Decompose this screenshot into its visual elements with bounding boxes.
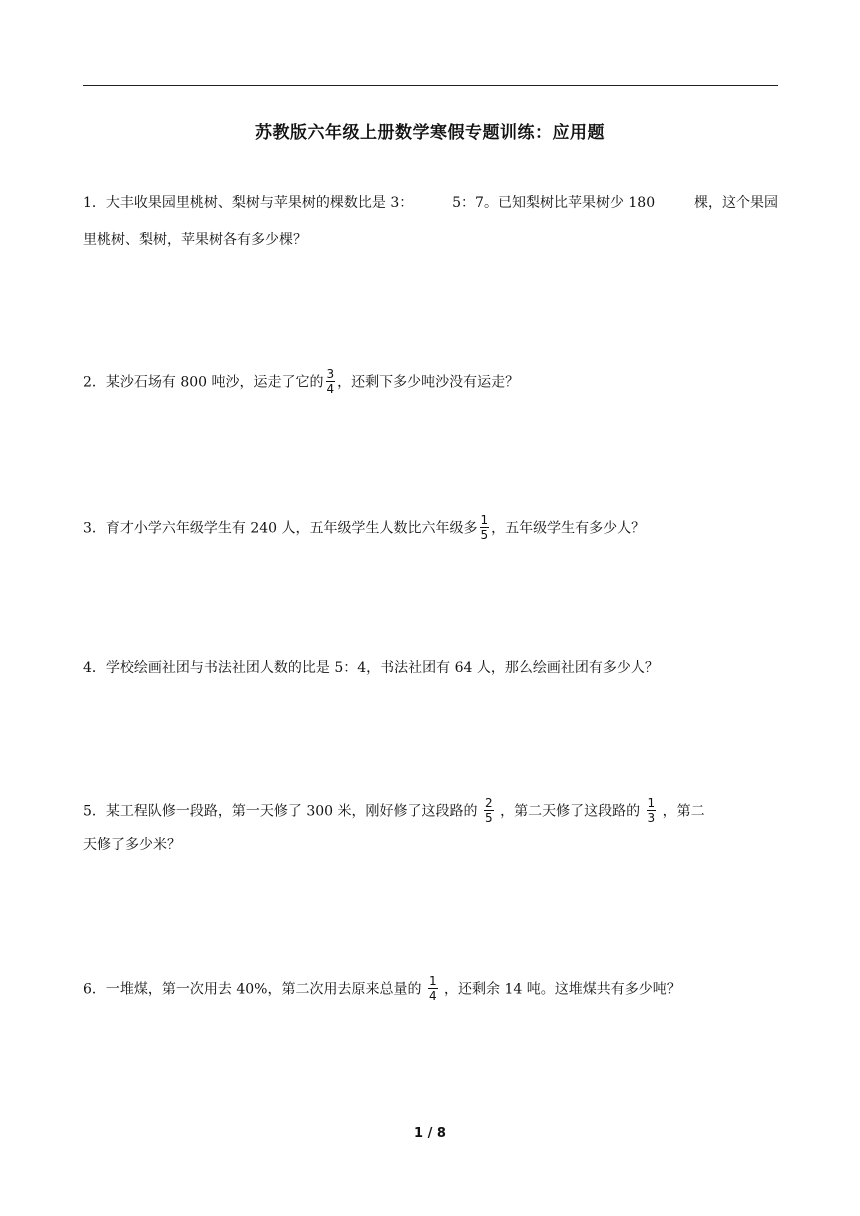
question-4: [83, 659, 778, 681]
question-3-text-a: 3．育才小学六年级学生有 240 人，五年级学生人数比六年级多: [83, 520, 478, 537]
fraction-numerator: 1: [428, 974, 437, 988]
fraction-numerator: 3: [326, 367, 335, 381]
question-5-text-c: ，第二: [662, 803, 705, 820]
question-2-line-1: [83, 369, 519, 396]
page-indicator: 1 / 8: [414, 1126, 446, 1141]
question-5: [83, 798, 778, 860]
question-5-line-1: [83, 798, 705, 825]
question-2: [83, 369, 778, 399]
question-1-line-1: [83, 194, 778, 213]
fraction-denominator: 3: [647, 811, 656, 825]
question-2-text-b: ，还剩下多少吨沙没有运走？: [337, 374, 520, 391]
question-5-text-a: 5．某工程队修一段路，第一天修了 300 米，刚好修了这段路的: [83, 803, 478, 820]
question-3-line-1: [83, 515, 645, 542]
fraction-denominator: 5: [484, 811, 493, 825]
question-5-text-b: ，第二天修了这段路的: [500, 803, 641, 820]
document-title: 苏教版六年级上册数学寒假专题训练：应用题: [255, 123, 605, 143]
fraction-numerator: 1: [647, 796, 656, 810]
question-6-line-1: [83, 976, 681, 1003]
question-1-text-a: 1．大丰收果园里桃树、梨树与苹果树的棵数比是 3：: [83, 195, 414, 211]
question-6-text-a: 6．一堆煤，第一次用去 40%，第二次用去原来总量的: [83, 981, 422, 998]
question-1-line-2: 里桃树、梨树，苹果树各有多少棵？: [83, 232, 307, 248]
question-6: [83, 976, 778, 1006]
question-5-fraction-1: [484, 797, 494, 824]
question-3: [83, 515, 778, 545]
question-2-fraction: [326, 368, 336, 395]
question-1-text-c: 棵，这个果园: [693, 195, 778, 211]
question-1-text-b: 5：7。已知梨树比苹果树少 180: [452, 195, 656, 211]
question-5-fraction-2: [647, 797, 657, 824]
fraction-denominator: 5: [480, 528, 489, 542]
fraction-denominator: 4: [428, 989, 437, 1003]
question-3-fraction: [480, 514, 490, 541]
question-1: [83, 194, 778, 254]
question-3-text-b: ，五年级学生有多少人？: [491, 520, 646, 537]
fraction-numerator: 1: [480, 513, 489, 527]
fraction-denominator: 4: [326, 382, 335, 396]
question-4-line-1: 4．学校绘画社团与书法社团人数的比是 5：4，书法社团有 64 人，那么绘画社团有多少人？: [83, 660, 659, 676]
question-6-fraction: [428, 975, 438, 1002]
fraction-numerator: 2: [484, 796, 493, 810]
question-2-text-a: 2．某沙石场有 800 吨沙，运走了它的: [83, 374, 324, 391]
question-6-text-b: ，还剩余 14 吨。这堆煤共有多少吨？: [444, 981, 681, 998]
header-rule: [83, 85, 778, 86]
question-5-line-2: 天修了多少米？: [83, 837, 181, 853]
